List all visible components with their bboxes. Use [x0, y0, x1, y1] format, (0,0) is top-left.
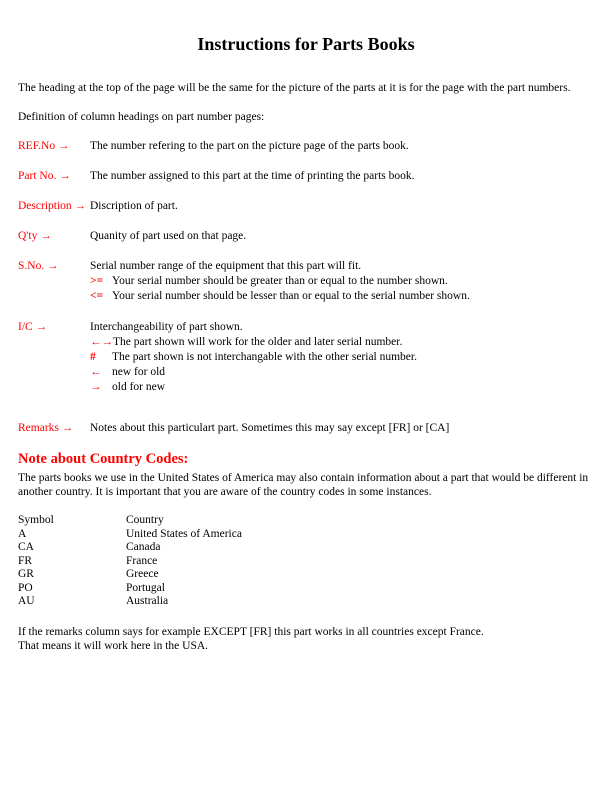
- symbol-cell: A: [18, 527, 27, 540]
- definition-row-description: [18, 199, 594, 213]
- less-equal-symbol: <=: [90, 290, 104, 302]
- sno-sub-item-gte: [90, 274, 594, 289]
- left-arrow-icon: ←: [90, 366, 102, 378]
- table-row: [18, 541, 594, 555]
- right-arrow-icon: →: [47, 260, 59, 272]
- table-row: [18, 582, 594, 596]
- column-header-symbol: Symbol: [18, 514, 54, 526]
- closing-paragraph: [18, 625, 594, 653]
- sub-item-text: Your serial number should be greater than or equal to the number shown.: [112, 275, 448, 287]
- term-label: Part No.: [18, 170, 57, 182]
- term-label: REF.No: [18, 140, 56, 152]
- symbol-cell: PO: [18, 581, 33, 594]
- intro-paragraph: The heading at the top of the page will be the same for the picture of the parts at it is for the page with the part numbers.: [18, 82, 571, 94]
- right-arrow-icon: →: [74, 200, 87, 212]
- hash-symbol: #: [90, 351, 96, 363]
- country-cell: Australia: [126, 595, 169, 607]
- right-arrow-icon: →: [40, 230, 52, 242]
- sub-item-text: new for old: [112, 366, 166, 378]
- greater-equal-symbol: >=: [90, 275, 104, 287]
- definition-term: [18, 229, 90, 243]
- right-arrow-icon: →: [90, 381, 102, 393]
- term-label: Q'ty: [18, 230, 38, 242]
- definition-term: [18, 199, 90, 213]
- symbol-cell: AU: [18, 595, 35, 607]
- column-header-country: Country: [126, 514, 164, 526]
- definition-text: The number assigned to this part at the time of printing the parts book.: [90, 170, 415, 182]
- symbol-cell: GR: [18, 568, 34, 580]
- sno-sub-item-lte: [90, 289, 594, 304]
- country-cell: France: [126, 554, 158, 567]
- country-cell: Greece: [126, 568, 159, 580]
- country-cell: Canada: [126, 541, 161, 553]
- table-header-row: [18, 514, 594, 528]
- definition-row-refno: [18, 139, 594, 153]
- definition-row-qty: [18, 229, 594, 243]
- term-label: Remarks: [18, 422, 59, 434]
- symbol-cell: FR: [18, 554, 33, 567]
- definition-text: The number refering to the part on the picture page of the parts book.: [90, 140, 409, 152]
- definition-row-partno: [18, 169, 594, 183]
- country-cell: Portugal: [126, 581, 165, 594]
- closing-line-2: That means it will work here in the USA.: [18, 639, 209, 652]
- ic-sub-item-hash: [90, 350, 594, 365]
- definition-text: Interchangeability of part shown.: [90, 321, 243, 333]
- definition-term: [18, 139, 90, 153]
- definition-main-line: [18, 320, 594, 334]
- definition-main-line: [18, 259, 594, 273]
- definitions-intro: Definition of column headings on part number pages:: [18, 111, 265, 123]
- sub-item-text: The part shown will work for the older and later serial number.: [113, 336, 403, 348]
- right-arrow-icon: →: [59, 170, 71, 182]
- table-row: [18, 568, 594, 582]
- definition-term: [18, 169, 90, 183]
- term-label: I/C: [18, 321, 33, 333]
- ic-sub-item-old-for-new: [90, 380, 594, 395]
- term-label: S.No.: [18, 260, 45, 272]
- term-label: Description: [18, 200, 72, 212]
- definition-term: [18, 421, 90, 435]
- definition-row-remarks: [18, 421, 594, 435]
- country-codes-table: [18, 514, 594, 609]
- country-cell: United States of America: [126, 527, 242, 540]
- definition-text: Discription of part.: [90, 200, 178, 212]
- sub-item-text: The part shown is not interchangable with the other serial number.: [112, 351, 417, 363]
- right-arrow-icon: →: [61, 422, 74, 434]
- country-codes-paragraph: The parts books we use in the United States of America may also contain information about a part that would be different in another country. It is important that you are aware of the country codes in some instances.: [18, 472, 589, 498]
- right-arrow-icon: →: [35, 321, 48, 333]
- definition-text: Serial number range of the equipment that this part will fit.: [90, 260, 362, 272]
- symbol-cell: CA: [18, 541, 34, 553]
- definition-term: [18, 320, 90, 334]
- sub-item-text: Your serial number should be lesser than or equal to the serial number shown.: [112, 290, 470, 302]
- closing-line-1: If the remarks column says for example EXCEPT [FR] this part works in all countries except France.: [18, 625, 484, 638]
- ic-sub-item-new-for-old: [90, 365, 594, 380]
- sub-item-text: old for new: [112, 381, 166, 393]
- definition-row-ic: [18, 320, 594, 395]
- definition-term: [18, 259, 90, 273]
- definition-text: Notes about this particulart part. Sometimes this may say except [FR] or [CA]: [90, 422, 450, 434]
- right-arrow-icon: →: [57, 140, 70, 152]
- left-right-arrow-icon: ←→: [90, 336, 113, 348]
- country-codes-heading: Note about Country Codes:: [18, 451, 189, 467]
- table-row: [18, 595, 594, 609]
- definition-row-sno: [18, 259, 594, 304]
- definition-text: Quanity of part used on that page.: [90, 230, 247, 242]
- page-title: Instructions for Parts Books: [197, 34, 415, 54]
- ic-sub-item-both: [90, 335, 594, 350]
- table-row: [18, 555, 594, 569]
- table-row: [18, 528, 594, 542]
